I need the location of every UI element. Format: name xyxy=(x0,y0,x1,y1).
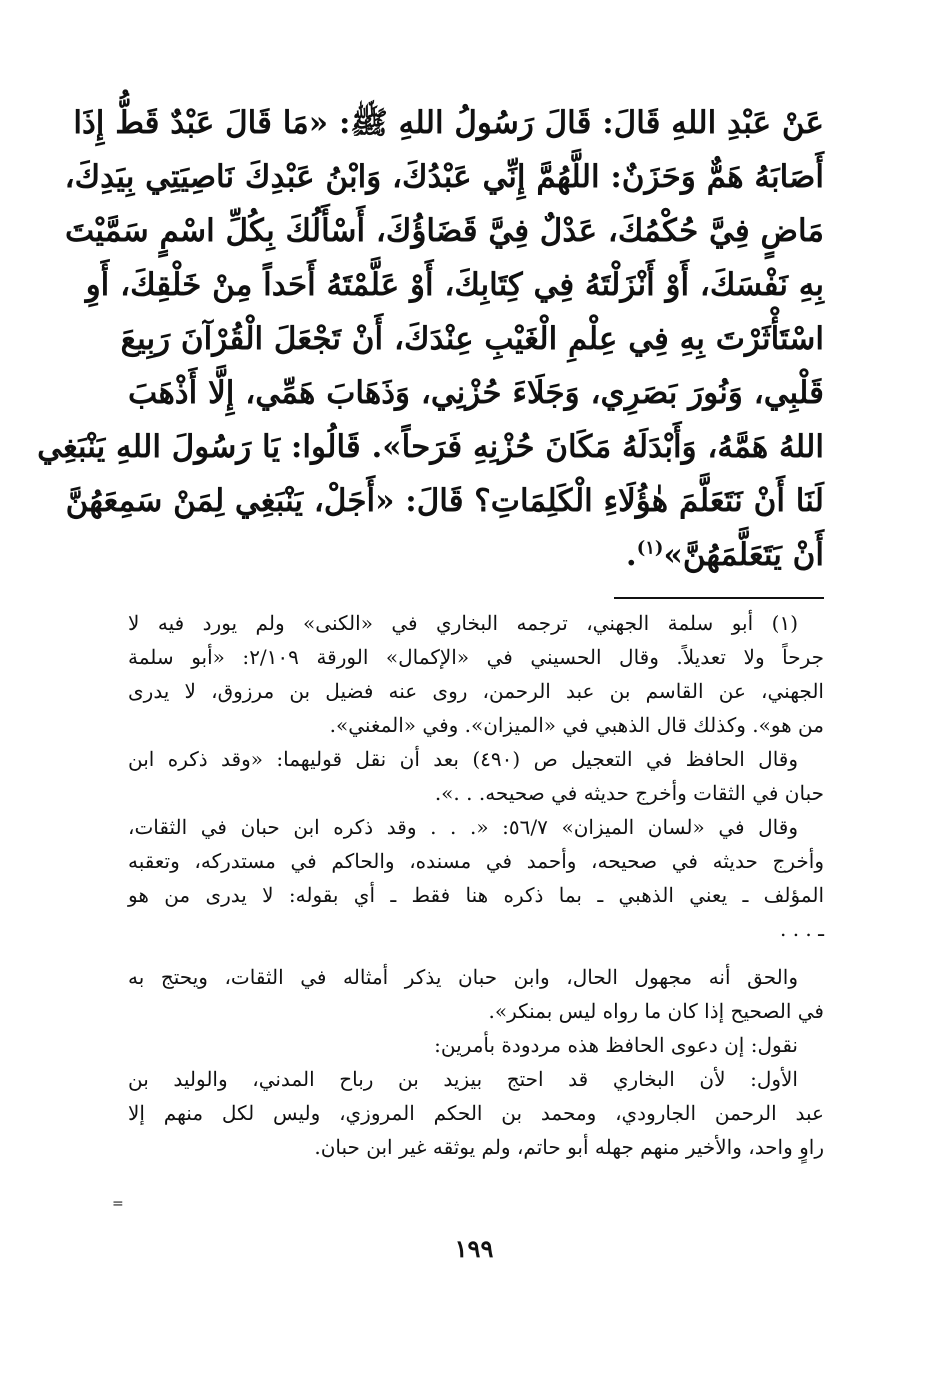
footnote-line: وقال الحافظ في التعجيل ص (٤٩٠) بعد أن نقل قوليهما: «وقد ذكره ابن xyxy=(128,747,799,771)
continuation-mark: = xyxy=(112,1196,124,1212)
main-line-1: عَنْ عَبْدِ اللهِ قَالَ: قَالَ رَسُولُ اللهِ ﷺ: «مَا قَالَ عَبْدٌ قَطُّ إِذَا xyxy=(73,105,824,141)
main-line-9 xyxy=(128,528,824,582)
footnote-line: وأخرج حديثه في صحيحه، وأحمد في مسنده، والحاكم في مستدركه، وتعقبه xyxy=(128,849,824,873)
footnote-line: الأول: لأن البخاري قد احتج بيزيد بن رباح المدني، والوليد بن xyxy=(128,1067,798,1091)
hadith-text xyxy=(37,96,824,582)
footnote-line: في الصحيح إذا كان ما رواه ليس بمنكر». xyxy=(488,999,824,1023)
footnote-line: نقول: إن دعوى الحافظ هذه مردودة بأمرين: xyxy=(434,1033,798,1057)
footnote-separator xyxy=(614,597,824,599)
page-number: ١٩٩ xyxy=(454,1234,494,1263)
footnote-line: المؤلف ـ يعني الذهبي ـ بما ذكره هنا فقط ـ أي بقوله: لا يدرى من هو xyxy=(128,883,825,907)
main-line-5: اسْتَأْثَرْتَ بِهِ فِي عِلْمِ الْغَيْبِ عِنْدَكَ، أَنْ تَجْعَلَ الْقُرْآنَ رَبِيعَ xyxy=(120,321,824,357)
main-line-4: بِهِ نَفْسَكَ، أَوْ أَنْزَلْتَهُ فِي كِتَابِكَ، أَوْ عَلَّمْتَهُ أَحَداً مِنْ خَلْقِكَ، أَوِ xyxy=(85,267,824,303)
footnote-line: الجهني، عن القاسم بن عبد الرحمن، روى عنه فضيل بن مرزوق، لا يدرى xyxy=(128,679,824,703)
footnote-line: والحق أنه مجهول الحال، وابن حبان يذكر أمثاله في الثقات، ويحتج به xyxy=(128,965,798,989)
paragraph-gap xyxy=(128,946,824,960)
main-line-3: مَاضٍ فِيَّ حُكْمُكَ، عَدْلٌ فِيَّ قَضَاؤُكَ، أَسْأَلُكَ بِكُلِّ اسْمٍ سَمَّيْتَ xyxy=(64,213,824,249)
main-line-2: أَصَابَهُ هَمٌّ وَحَزَنٌ: اللَّهُمَّ إِنِّي عَبْدُكَ، وَابْنُ عَبْدِكَ نَاصِيَتِي بِيَدِكَ، xyxy=(64,159,824,195)
footnote-line: من هو». وكذلك قال الذهبي في «الميزان». وفي «المغني». xyxy=(329,713,824,737)
footnote-line: راوٍ واحد، والأخير منهم جهله أبو حاتم، ولم يوثقه غير ابن حبان. xyxy=(314,1135,824,1159)
main-line-7: اللهُ هَمَّهُ، وَأَبْدَلَهُ مَكَانَ حُزْنِهِ فَرَحاً». قَالُوا: يَا رَسُولَ اللهِ يَنْبَغِي xyxy=(37,429,824,465)
footnote-line: حبان في الثقات وأخرج حديثه في صحيحه. . .». xyxy=(434,781,824,805)
main-line-6: قَلْبِي، وَنُورَ بَصَرِي، وَجَلَاءَ حُزْنِي، وَذَهَابَ هَمِّي، إِلَّا أَذْهَبَ xyxy=(128,375,824,411)
main-line-8: لَنَا أَنْ نَتَعَلَّمَ هٰؤُلَاءِ الْكَلِمَاتِ؟ قَالَ: «أَجَلْ، يَنْبَغِي لِمَنْ سَمِعَهُنَّ xyxy=(65,483,824,519)
footnote-line: ـ . . . xyxy=(779,917,824,941)
footnotes xyxy=(128,606,824,1164)
footnote-line: عبد الرحمن الجارودي، ومحمد بن الحكم المروزي، وليس لكل منهم إلا xyxy=(128,1101,824,1125)
main-line-9-text: أَنْ يَتَعَلَّمَهُنَّ» xyxy=(663,537,824,573)
end-mark: . xyxy=(625,537,637,573)
footnote-line: (١) أبو سلمة الجهني، ترجمه البخاري في «الكنى» ولم يورد فيه لا xyxy=(128,611,798,635)
footnote-line: وقال في «لسان الميزان» ٥٦/٧: «. . . وقد ذكره ابن حبان في الثقات، xyxy=(128,815,798,839)
footnote-reference: (١) xyxy=(636,537,664,559)
footnote-line: جرحاً ولا تعديلاً. وقال الحسيني في «الإكمال» الورقة ٢/١٠٩: «أبو سلمة xyxy=(128,645,825,669)
